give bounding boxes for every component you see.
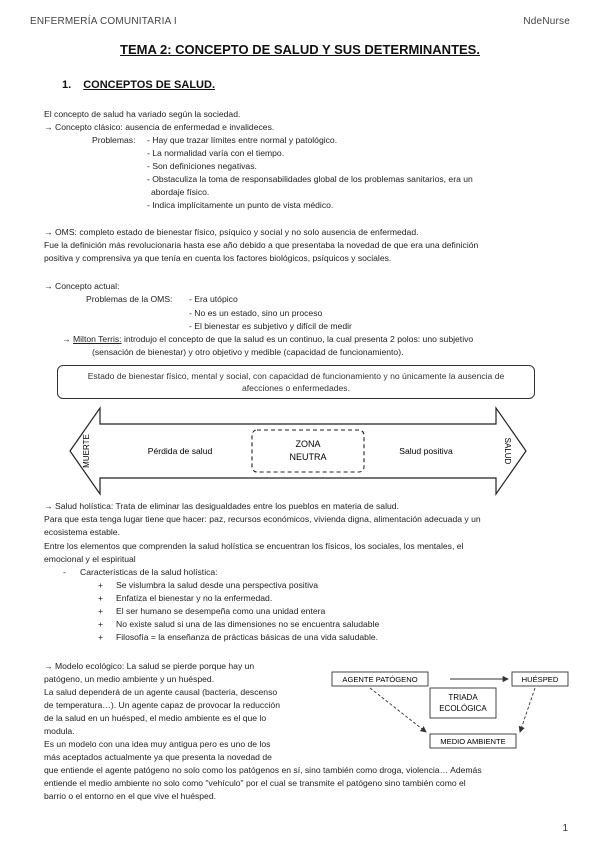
arrow-icon: → bbox=[62, 334, 71, 344]
definition-box bbox=[57, 365, 535, 399]
char-label: Características de la salud holística: bbox=[80, 567, 218, 577]
ecologico-line-1: → Modelo ecológico: La salud se pierde porque hay un bbox=[44, 661, 255, 671]
ecologico-line-11: barrio o el entorno en el que vive el huésped. bbox=[44, 791, 216, 801]
medium-label: MEDIO AMBIENTE bbox=[440, 737, 506, 746]
page-title: TEMA 2: CONCEPTO DE SALUD Y SUS DETERMINANTES. bbox=[120, 42, 480, 57]
right-text-label: Salud positiva bbox=[399, 446, 453, 456]
section-heading bbox=[62, 79, 215, 91]
ecologico-line-7: Es un modelo con una idea muy antigua pero es uno de los bbox=[44, 739, 271, 749]
health-continuum-diagram bbox=[68, 404, 528, 498]
triad-center-label-1: TRIADA bbox=[448, 693, 478, 702]
holistica-paragraph-3: Entre los elementos que comprenden la salud holística se encuentran los físicos, los sociales, los mentales, el bbox=[44, 541, 464, 551]
agent-medium-arrow bbox=[370, 688, 426, 732]
definition-line-2: afecciones o enfermedades. bbox=[242, 383, 350, 393]
ecologico-line-6: modula. bbox=[44, 726, 75, 736]
neutral-zone-box bbox=[252, 430, 364, 472]
actual-line: → Concepto actual: bbox=[44, 281, 120, 291]
bullet-icon: + bbox=[98, 632, 104, 642]
ecologico-line-3: La salud dependerá de un agente causal (bacteria, descenso bbox=[44, 687, 278, 697]
clasico-item: abordaje físico. bbox=[151, 187, 210, 197]
triad-center-label-2: ECOLÓGICA bbox=[439, 704, 487, 713]
holistica-paragraph-4: emocional y el espiritual bbox=[44, 554, 136, 564]
clasico-line: → Concepto clásico: ausencia de enfermedad e invalideces. bbox=[44, 122, 275, 132]
char-dash: - bbox=[63, 567, 66, 577]
actual-problems-label: Problemas de la OMS: bbox=[86, 294, 173, 304]
holistica-item: No existe salud si una de las dimensiones no se encuentra saludable bbox=[116, 619, 380, 629]
host-label: HUÉSPED bbox=[521, 675, 559, 684]
clasico-item: - Son definiciones negativas. bbox=[147, 161, 257, 171]
oms-paragraph-1: Fue la definición más revolucionaria hasta ese año debido a que presentaba la novedad de que era una definición bbox=[44, 240, 479, 250]
host-medium-arrow bbox=[520, 688, 535, 732]
terris-name: Milton Terris: bbox=[72, 334, 122, 344]
ecologico-line-8: más aceptados actualmente ya que presenta la novedad de bbox=[44, 752, 272, 762]
oms-paragraph-2: positiva y comprensiva ya que tenía en cuenta los factores biológicos, psíquicos y sociales. bbox=[44, 253, 392, 263]
intro-text: El concepto de salud ha variado según la sociedad. bbox=[44, 109, 241, 119]
ecologico-line-5: de la salud en un huésped, el medio ambiente es el que lo bbox=[44, 713, 267, 723]
agent-label: AGENTE PATÓGENO bbox=[342, 675, 418, 684]
holistica-item: Enfatiza el bienestar y no la enfermedad. bbox=[116, 593, 273, 603]
clasico-item: - La normalidad varía con el tiempo. bbox=[147, 148, 285, 158]
left-end-label: MUERTE bbox=[82, 434, 91, 468]
zone-label-2: NEUTRA bbox=[289, 452, 327, 462]
definition-line-1: Estado de bienestar físico, mental y social, con capacidad de funcionamiento y no únicamente la ausencia de bbox=[87, 371, 505, 381]
header-left: ENFERMERÍA COMUNITARIA I bbox=[30, 16, 177, 27]
actual-item: - No es un estado, sino un proceso bbox=[189, 308, 323, 318]
zone-label-1: ZONA bbox=[295, 439, 321, 449]
holistica-item: Filosofía = la enseñanza de prácticas básicas de una vida saludable. bbox=[116, 632, 379, 642]
right-end-label: SALUD bbox=[503, 437, 512, 465]
ecologico-line-2: patógeno, un medio ambiente y un huésped. bbox=[44, 674, 215, 684]
header-right: NdeNurse bbox=[523, 16, 570, 27]
bullet-icon: + bbox=[98, 619, 104, 629]
actual-item: - El bienestar es subjetivo y difícil de medir bbox=[189, 321, 352, 331]
section-label: CONCEPTOS DE SALUD. bbox=[83, 79, 215, 91]
ecologico-line-9: que entiende el agente patógeno no solo como los patógenos en sí, sino también como droga, violencia… Además bbox=[44, 765, 482, 775]
clasico-item: - Hay que trazar límites entre normal y patológico. bbox=[147, 135, 338, 145]
holistica-paragraph-1: Para que esta tenga lugar tiene que hacer: paz, recursos económicos, vivienda digna, alimentación adecuada y un bbox=[44, 514, 481, 524]
holistica-item: Se vislumbra la salud desde una perspectiva positiva bbox=[116, 580, 319, 590]
actual-item: - Era utópico bbox=[189, 294, 238, 304]
left-text-label: Pérdida de salud bbox=[147, 446, 213, 456]
holistica-line: → Salud holística: Trata de eliminar las desigualdades entre los pueblos en materia de salud. bbox=[44, 501, 399, 511]
bullet-icon: + bbox=[98, 606, 104, 616]
oms-line: → OMS: completo estado de bienestar físico, psíquico y social y no solo ausencia de enfermedad. bbox=[44, 227, 419, 237]
clasico-item: - Obstaculiza la toma de responsabilidades global de los problemas sanitarios, era un bbox=[147, 174, 473, 184]
holistica-paragraph-2: ecosistema estable. bbox=[44, 527, 120, 537]
terris-text: introdujo el concepto de que la salud es un continuo, la cual presenta 2 polos: uno subjetivo bbox=[123, 334, 474, 344]
page-number: 1 bbox=[562, 823, 568, 834]
terris-line bbox=[62, 333, 473, 346]
ecologico-line-4: de temperatura…). Un agente capaz de provocar la reducción bbox=[44, 700, 280, 710]
clasico-problems-label: Problemas: bbox=[92, 135, 136, 145]
bullet-icon: + bbox=[98, 580, 104, 590]
ecologico-line-10: entiende el medio ambiente no solo como "vehículo" por el cual se transmite el patógeno sino también como el bbox=[44, 778, 466, 788]
section-number: 1. bbox=[62, 79, 72, 91]
holistica-item: El ser humano se desempeña como una unidad entera bbox=[116, 606, 326, 616]
terris-text-2: (sensación de bienestar) y otro objetivo y medible (capacidad de funcionamiento). bbox=[92, 347, 404, 357]
bullet-icon: + bbox=[98, 593, 104, 603]
clasico-item: - Indica implícitamente un punto de vista médico. bbox=[147, 200, 334, 210]
ecological-triad-diagram bbox=[330, 664, 570, 760]
